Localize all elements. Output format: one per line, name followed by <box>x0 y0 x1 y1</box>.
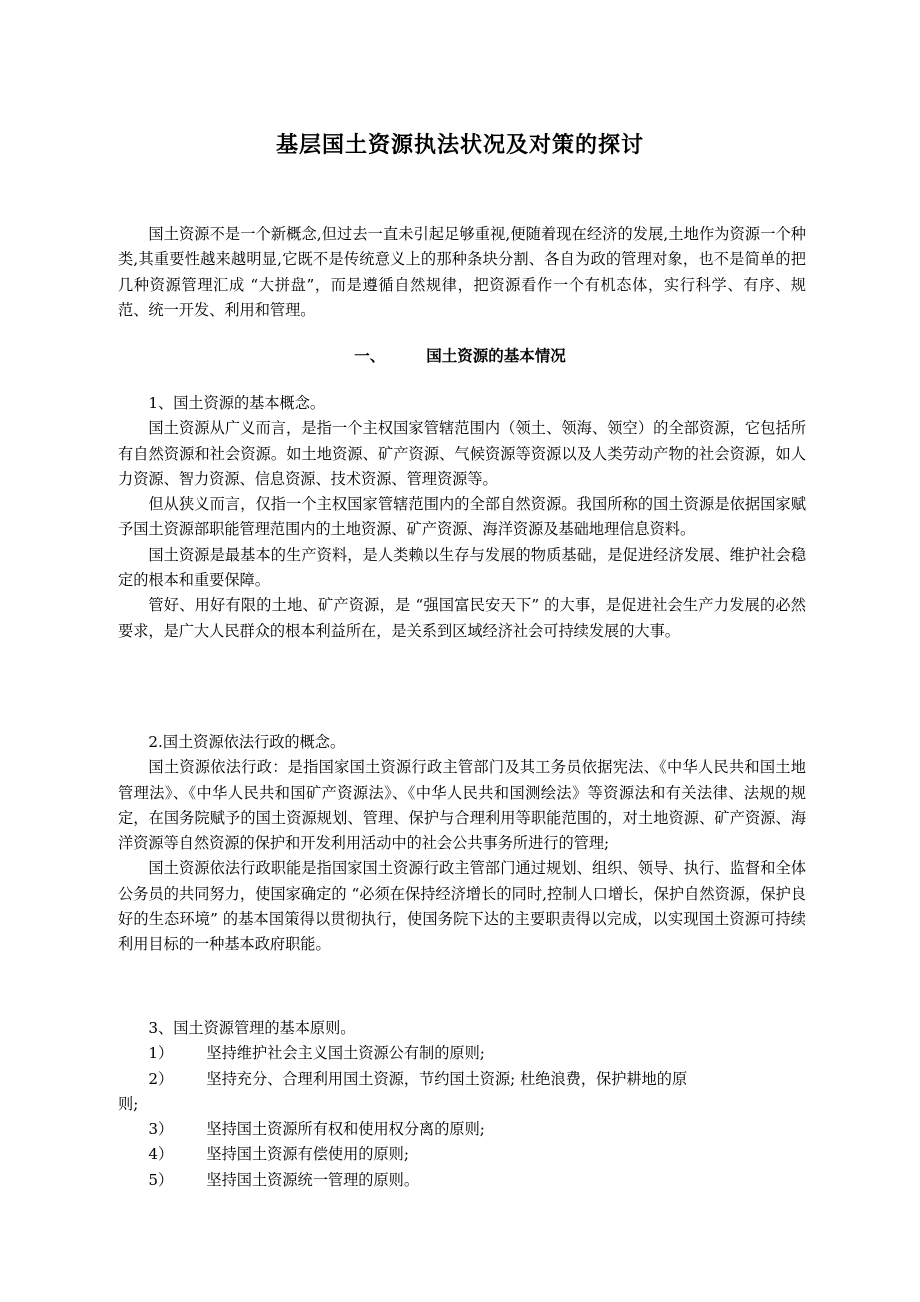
subsection-1 <box>118 391 806 644</box>
list-item <box>118 1142 806 1167</box>
intro-paragraph: 国土资源不是一个新概念,但过去一直未引起足够重视,便随着现在经济的发展,土地作为资源一个种类,其重要性越来越明显,它既不是传统意义上的那种条块分割、各自为政的管理对象，也不是简单的把几种资源管理汇成 “大拼盘”，而是遵循自然规律，把资源看作一个有机态体，实行科学、有序、规范、统一开发、利用和管理。 <box>118 225 806 319</box>
list-text: 坚持国土资源统一管理的原则。 <box>206 1170 420 1189</box>
subsection-3 <box>118 1016 806 1193</box>
body-paragraph: 但从狭义而言，仅指一个主权国家管辖范围内的全部自然资源。我国所称的国土资源是依据国家赋予国土资源部职能管理范围内的土地资源、矿产资源、海洋资源及基础地理信息资料。 <box>118 495 806 539</box>
list-text: 坚持国土资源所有权和使用权分离的原则; <box>206 1120 485 1139</box>
list-item-continuation: 则; <box>118 1094 139 1113</box>
body-paragraph: 管好、用好有限的土地、矿产资源，是 “强国富民安天下” 的大事，是促进社会生产力发展的必然要求，是广大人民群众的根本利益所在，是关系到区域经济社会可持续发展的大事。 <box>118 596 806 640</box>
list-item <box>118 1117 806 1142</box>
list-number: 3） <box>148 1120 174 1139</box>
list-number: 2） <box>148 1069 174 1088</box>
list-text: 坚持国土资源有偿使用的原则; <box>206 1145 409 1164</box>
list-number: 1） <box>148 1044 174 1063</box>
list-item <box>118 1041 806 1066</box>
subsection-2 <box>118 730 806 958</box>
section-number: 一、 <box>354 347 386 365</box>
subsection-heading: 1、国土资源的基本概念。 <box>148 394 326 412</box>
body-paragraph: 国土资源从广义而言，是指一个主权国家管辖范围内（领土、领海、领空）的全部资源，它包括所有自然资源和社会资源。如土地资源、矿产资源、气候资源等资源以及人类劳动产物的社会资源，如人力资源、智力资源、信息资源、技术资源、管理资源等。 <box>118 419 806 488</box>
section-title: 国土资源的基本情况 <box>426 347 566 365</box>
list-text: 坚持维护社会主义国土资源公有制的原则; <box>206 1044 485 1063</box>
body-paragraph: 国土资源是最基本的生产资料，是人类赖以生存与发展的物质基础，是促进经济发展、维护社会稳定的根本和重要保障。 <box>118 545 806 590</box>
intro-block <box>118 222 806 323</box>
list-item <box>118 1067 806 1092</box>
body-paragraph: 国土资源依法行政：是指国家国土资源行政主管部门及其工务员依据宪法、《中华人民共和国土地管理法》、《中华人民共和国矿产资源法》、《中华人民共和国测绘法》等资源法和有关法律、法规的规定，在国务院赋予的国土资源规划、管理、保护与合理利用等职能范围的，对土地资源、矿产资源、海洋资源等自然资源的保护和开发利用活动中的社会公共事务所进行的管理; <box>118 758 806 853</box>
list-text: 坚持充分、合理利用国土资源，节约国土资源; 杜绝浪费，保护耕地的原 <box>206 1069 688 1088</box>
list-item <box>118 1168 806 1193</box>
subsection-heading: 2.国土资源依法行政的概念。 <box>148 733 346 751</box>
body-paragraph: 国土资源依法行政职能是指国家国土资源行政主管部门通过规划、组织、领导、执行、监督和全体公务员的共同努力，使国家确定的 “必须在保持经济增长的同时,控制人口增长，保护自然资源，保护良好的生态环境” 的基本国策得以贯彻执行，使国务院下达的主要职责得以完成，以实现国土资源可持续利用目标的一种基本政府职能。 <box>118 859 806 954</box>
list-number: 4） <box>148 1145 174 1164</box>
list-number: 5） <box>148 1170 174 1189</box>
section-heading <box>0 344 920 366</box>
subsection-heading: 3、国土资源管理的基本原则。 <box>148 1019 356 1037</box>
document-title: 基层国土资源执法状况及对策的探讨 <box>275 133 644 158</box>
